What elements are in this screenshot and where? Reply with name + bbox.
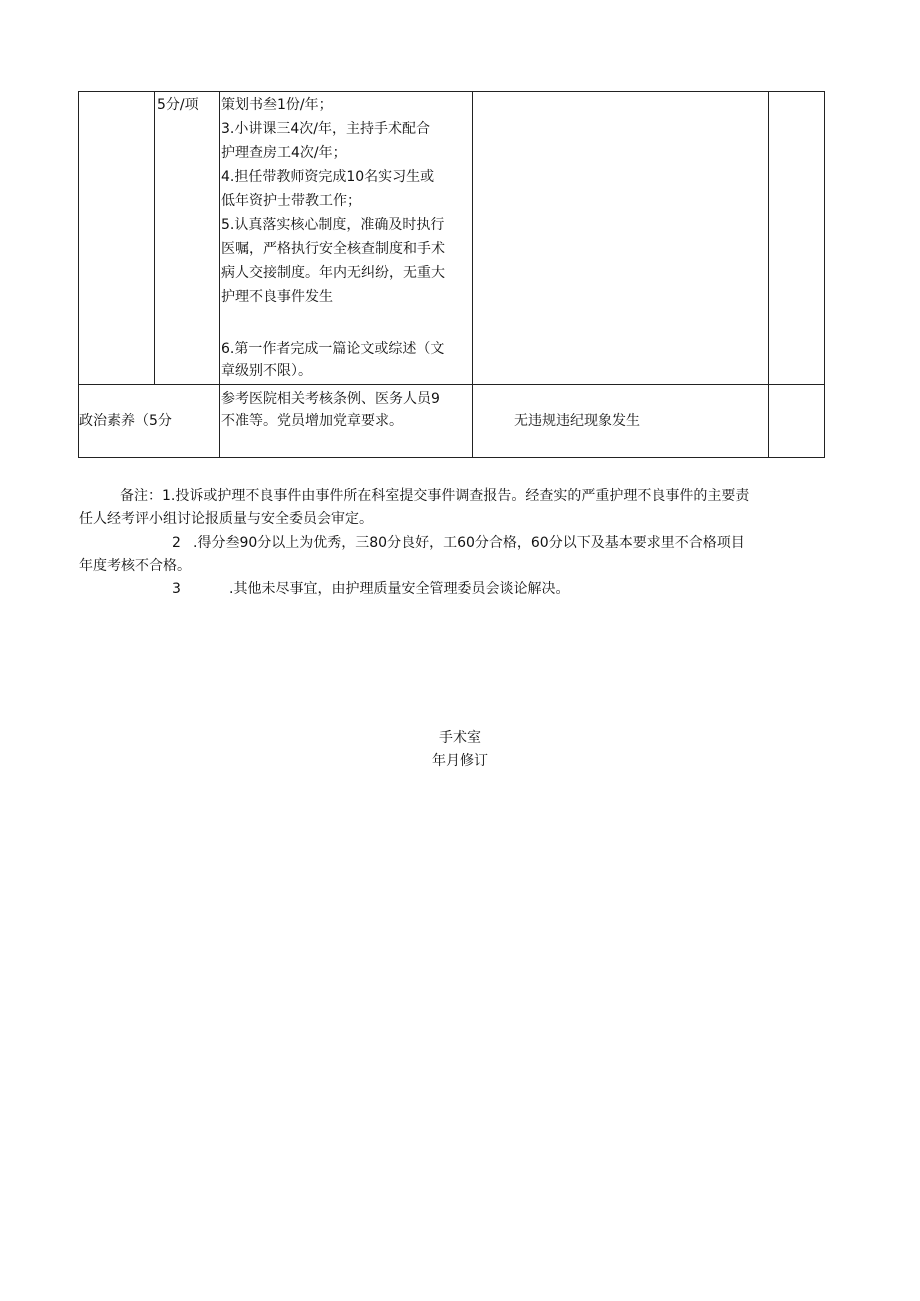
criteria-line: 护理查房工4次/年； [221, 145, 347, 161]
table-top-border [78, 91, 825, 92]
criteria-line: 参考医院相关考核条例、医务人员9 [221, 391, 440, 407]
table-left-border [78, 91, 79, 458]
note-line: 备注：1.投诉或护理不良事件由事件所在科室提交事件调查报告。经查实的严重护理不良事件的主要责 [120, 488, 750, 504]
table-right-border [824, 91, 825, 458]
criteria-line: 章级别不限）。 [221, 363, 312, 379]
column-divider [154, 91, 155, 384]
criteria-line: 病人交接制度。年内无纠纷，无重大 [221, 265, 445, 281]
note-line: .其他未尽事宜，由护理质量安全管理委员会谈论解决。 [229, 581, 570, 597]
table-bottom-border [78, 457, 825, 458]
note-line: 任人经考评小组讨论报质量与安全委员会审定。 [79, 511, 373, 527]
result-text: 无违规违纪现象发生 [514, 413, 640, 429]
criteria-line: 3.小讲课三4次/年，主持手术配合 [221, 121, 430, 137]
criteria-line: 低年资护士带教工作； [221, 193, 361, 209]
criteria-line: 5.认真落实核心制度，准确及时执行 [221, 217, 445, 233]
assessment-table [78, 91, 825, 458]
criteria-line: 医嘱，严格执行安全核查制度和手术 [221, 241, 445, 257]
note-item-number: 2 [172, 535, 181, 551]
department-name: 手术室 [439, 730, 481, 746]
note-line: 年度考核不合格。 [79, 558, 191, 574]
criteria-line: 护理不良事件发生 [221, 289, 333, 305]
row-divider [78, 384, 825, 385]
column-divider [768, 91, 769, 458]
criteria-line: 策划书叁1份/年； [221, 97, 333, 113]
criteria-line: 4.担任带教师资完成10名实习生或 [221, 169, 435, 185]
revision-date: 年月修订 [432, 753, 488, 769]
criteria-line: 不准等。党员增加党章要求。 [221, 413, 403, 429]
column-divider [219, 91, 220, 458]
column-divider [472, 91, 473, 458]
criteria-line: 6.第一作者完成一篇论文或综述（文 [221, 341, 445, 357]
category-label: 政治素养（5分 [79, 413, 172, 429]
note-item-number: 3 [172, 581, 181, 597]
score-per-item: 5分/项 [157, 97, 199, 113]
note-line: .得分叁90分以上为优秀，三80分良好，工60分合格，60分以下及基本要求里不合格项目 [193, 535, 745, 551]
